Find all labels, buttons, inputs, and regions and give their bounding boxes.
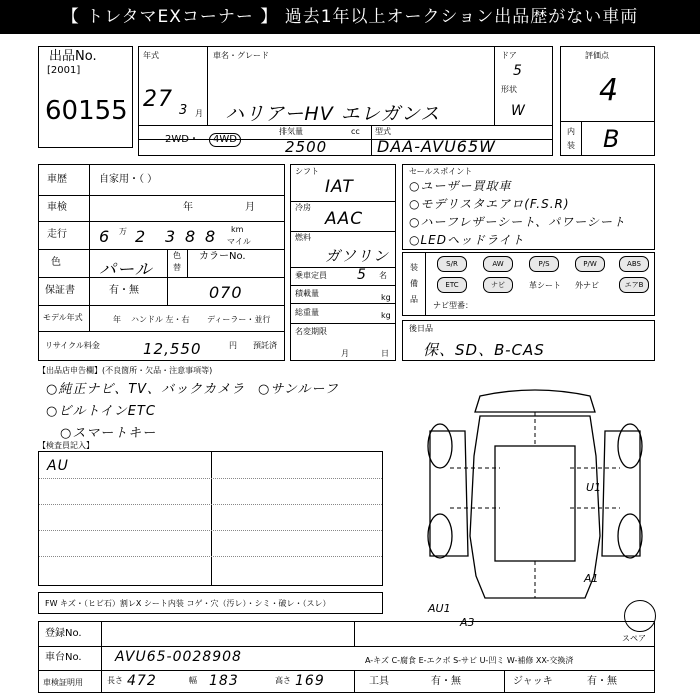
condition-text: FW キズ・（ヒビ石）割レX シート内装 コゲ・穴（汚レ）・シミ・破レ・（スレ） (45, 599, 331, 608)
drive-selected: 4WD (209, 133, 241, 147)
mileage-digit-1: 6 (99, 227, 111, 246)
warranty-label: 保証書 (45, 285, 75, 296)
handle-label: ハンドル 左・右 (131, 315, 190, 324)
gross-unit: kg (381, 311, 391, 320)
warranty-value: 有・無 (109, 285, 139, 296)
car-left-side (430, 431, 468, 556)
meigi-label: 名変期限 (295, 327, 327, 336)
model-label: 型式 (375, 127, 391, 136)
inspector-label: 【検査員記入】 (38, 441, 94, 450)
colorno-value: 070 (209, 283, 243, 302)
exhibitor-label: 【出品店申告欄】(不良箇所・欠品・注意事項等) (38, 366, 213, 375)
history-color-label: 色 (51, 257, 61, 268)
length-label: 長さ (107, 676, 123, 685)
spec-block (290, 164, 396, 361)
sales-point-2: ○モデリスタエアロ(F.S.R) (409, 197, 570, 211)
history-reki-label: 車歴 (47, 174, 67, 185)
condition-row (38, 592, 383, 614)
legend-text: A-キズ C-腐食 E-エクボ S-サビ U-凹ミ W-補修 XX-交換済 (365, 656, 574, 665)
mileage-digit-4: 8 (185, 227, 197, 246)
diagram-mark-au1: AU1 (428, 602, 451, 615)
history-block (38, 164, 285, 361)
interior-value: B (603, 125, 621, 153)
month-unit: 月 (195, 109, 203, 118)
after-label: 後日品 (409, 324, 433, 333)
dealer-label: ディーラー・並行 (207, 315, 271, 324)
chassis-label: 車台No. (45, 652, 82, 663)
score-label: 評価点 (585, 51, 609, 60)
equip-leather-seat: 革シート (529, 281, 561, 290)
model-change-label: モデル年式 (43, 313, 83, 322)
shape-value: W (511, 103, 526, 119)
diagram-mark-a1: A1 (584, 572, 599, 585)
meigi-day: 日 (381, 349, 389, 358)
recycle-unit: 円 (229, 341, 237, 350)
equip-label-3: 品 (410, 295, 418, 304)
lot-number: 60155 (45, 96, 128, 126)
displacement-label: 排気量 (279, 127, 303, 136)
car-cabin (495, 446, 575, 561)
jack-value: 有・無 (587, 676, 617, 687)
shift-label: シフト (295, 167, 319, 176)
interior-label-2: 装 (567, 141, 575, 150)
lot-sub: [2001] (47, 65, 81, 76)
exhibitor-line-1: ○純正ナビ、TV、バックカメラ (46, 382, 246, 397)
exhibitor-line-2: ○サンルーフ (258, 382, 339, 397)
mileage-km-unit: km (231, 225, 244, 234)
model-change-year: 年 (113, 315, 121, 324)
sales-point-4: ○LEDヘッドライト (409, 233, 525, 247)
equip-navi: ナビ (483, 277, 513, 293)
equip-sunroof: S/R (437, 256, 467, 272)
lot-label: 出品No. (49, 49, 97, 64)
height-label: 高さ (275, 676, 291, 685)
diagram-mark-u1: U1 (586, 481, 602, 494)
model-value: DAA-AVU65W (377, 137, 496, 156)
inspector-grid (38, 451, 383, 586)
history-shaken-year: 年 (183, 202, 193, 213)
equip-power-steering: P/S (529, 256, 559, 272)
equip-label-1: 装 (410, 263, 418, 272)
lot-number-box (38, 46, 133, 148)
color-change-label-1: 色 (173, 251, 181, 260)
equip-power-window: P/W (575, 256, 605, 272)
load-unit: kg (381, 293, 391, 302)
equip-etc: ETC (437, 277, 467, 293)
car-right-side (602, 431, 640, 556)
capacity-unit: 名 (379, 271, 387, 280)
year-label: 年式 (143, 51, 159, 60)
equip-airbag: エアB (619, 277, 649, 293)
door-value: 5 (513, 63, 523, 79)
mileage-digit-5: 8 (205, 227, 217, 246)
after-value: 保、SD、B-CAS (423, 341, 545, 359)
load-label: 積載量 (295, 289, 319, 298)
car-damage-diagram (410, 376, 660, 626)
fuel-label: 燃料 (295, 233, 311, 242)
color-change-label-2: 替 (173, 263, 181, 272)
gross-label: 総重量 (295, 308, 319, 317)
chassis-value: AVU65-0028908 (115, 649, 242, 665)
recycle-status: 預託済 (253, 341, 277, 350)
door-label: ドア (501, 51, 517, 60)
sales-point-3: ○ハーフレザーシート、パワーシート (409, 215, 626, 229)
score-box (560, 46, 655, 156)
registration-block (38, 621, 655, 693)
header-block (138, 46, 553, 156)
history-shaken-label: 車検 (47, 202, 67, 213)
mileage-digit-2: 2 (135, 227, 147, 246)
mileage-digit-3: 3 (165, 227, 177, 246)
displacement-unit: cc (351, 127, 360, 136)
width-value: 183 (209, 673, 239, 689)
capacity-value: 5 (357, 267, 367, 283)
drive-label: 2WD・ (165, 134, 199, 145)
exhibitor-line-3: ○ビルトインETC (46, 404, 156, 419)
width-label: 幅 (189, 676, 197, 685)
equip-aluminum-wheel: AW (483, 256, 513, 272)
shift-value: IAT (325, 177, 354, 197)
equipment-box (402, 252, 655, 316)
name-label: 車名・グレード (213, 51, 269, 60)
ac-label: 冷房 (295, 203, 311, 212)
name-value: ハリアーHV エレガンス (225, 103, 441, 125)
car-roof-outline (475, 390, 595, 412)
score-value: 4 (599, 73, 620, 108)
banner-title: 【 トレタマEXコーナー 】 過去1年以上オークション出品歴がない車両 (0, 0, 700, 34)
cert-label: 車検証明用 (43, 678, 83, 687)
exhibitor-line-4: ○スマートキー (60, 426, 157, 441)
mileage-man-unit: 万 (119, 227, 127, 236)
spare-label: スペア (622, 634, 646, 643)
equip-navi-type: ナビ型番： (433, 301, 473, 310)
meigi-month: 月 (341, 349, 349, 358)
sales-point-1: ○ユーザー買取車 (409, 179, 512, 193)
ac-value: AAC (325, 209, 364, 229)
equip-abs: ABS (619, 256, 649, 272)
after-items-box (402, 320, 655, 361)
history-shaken-month: 月 (245, 202, 255, 213)
height-value: 169 (295, 673, 325, 689)
tools-label: 工具 (369, 676, 389, 687)
shape-label: 形状 (501, 85, 517, 94)
wheel-rear-right (618, 514, 642, 558)
equip-label-2: 備 (410, 279, 418, 288)
tools-value: 有・無 (431, 676, 461, 687)
displacement-value: 2500 (285, 138, 328, 156)
length-value: 472 (127, 673, 157, 689)
fuel-value: ガソリン (325, 247, 390, 265)
history-reki-value: 自家用・（ ） (99, 174, 158, 185)
interior-label-1: 内 (567, 127, 575, 136)
month-value: 3 (179, 103, 189, 118)
diagram-mark-a3: A3 (460, 616, 475, 626)
colorno-label: カラーNo. (199, 251, 246, 262)
recycle-label: リサイクル料金 (45, 341, 100, 350)
wheel-rear-left (428, 514, 452, 558)
sales-point-box (402, 164, 655, 250)
equip-external-navi: 外ナビ (575, 281, 599, 290)
history-mileage-label: 走行 (47, 229, 67, 240)
inspector-note: AU (47, 458, 69, 474)
history-color-value: パール (99, 260, 153, 280)
year-value: 27 (143, 87, 173, 112)
mileage-mile-unit: マイル (227, 237, 251, 246)
sales-label: セールスポイント (409, 167, 473, 176)
recycle-value: 12,550 (143, 340, 202, 358)
toroku-label: 登録No. (45, 628, 82, 639)
jack-label: ジャッキ (513, 676, 553, 687)
capacity-label: 乗車定員 (295, 271, 327, 280)
